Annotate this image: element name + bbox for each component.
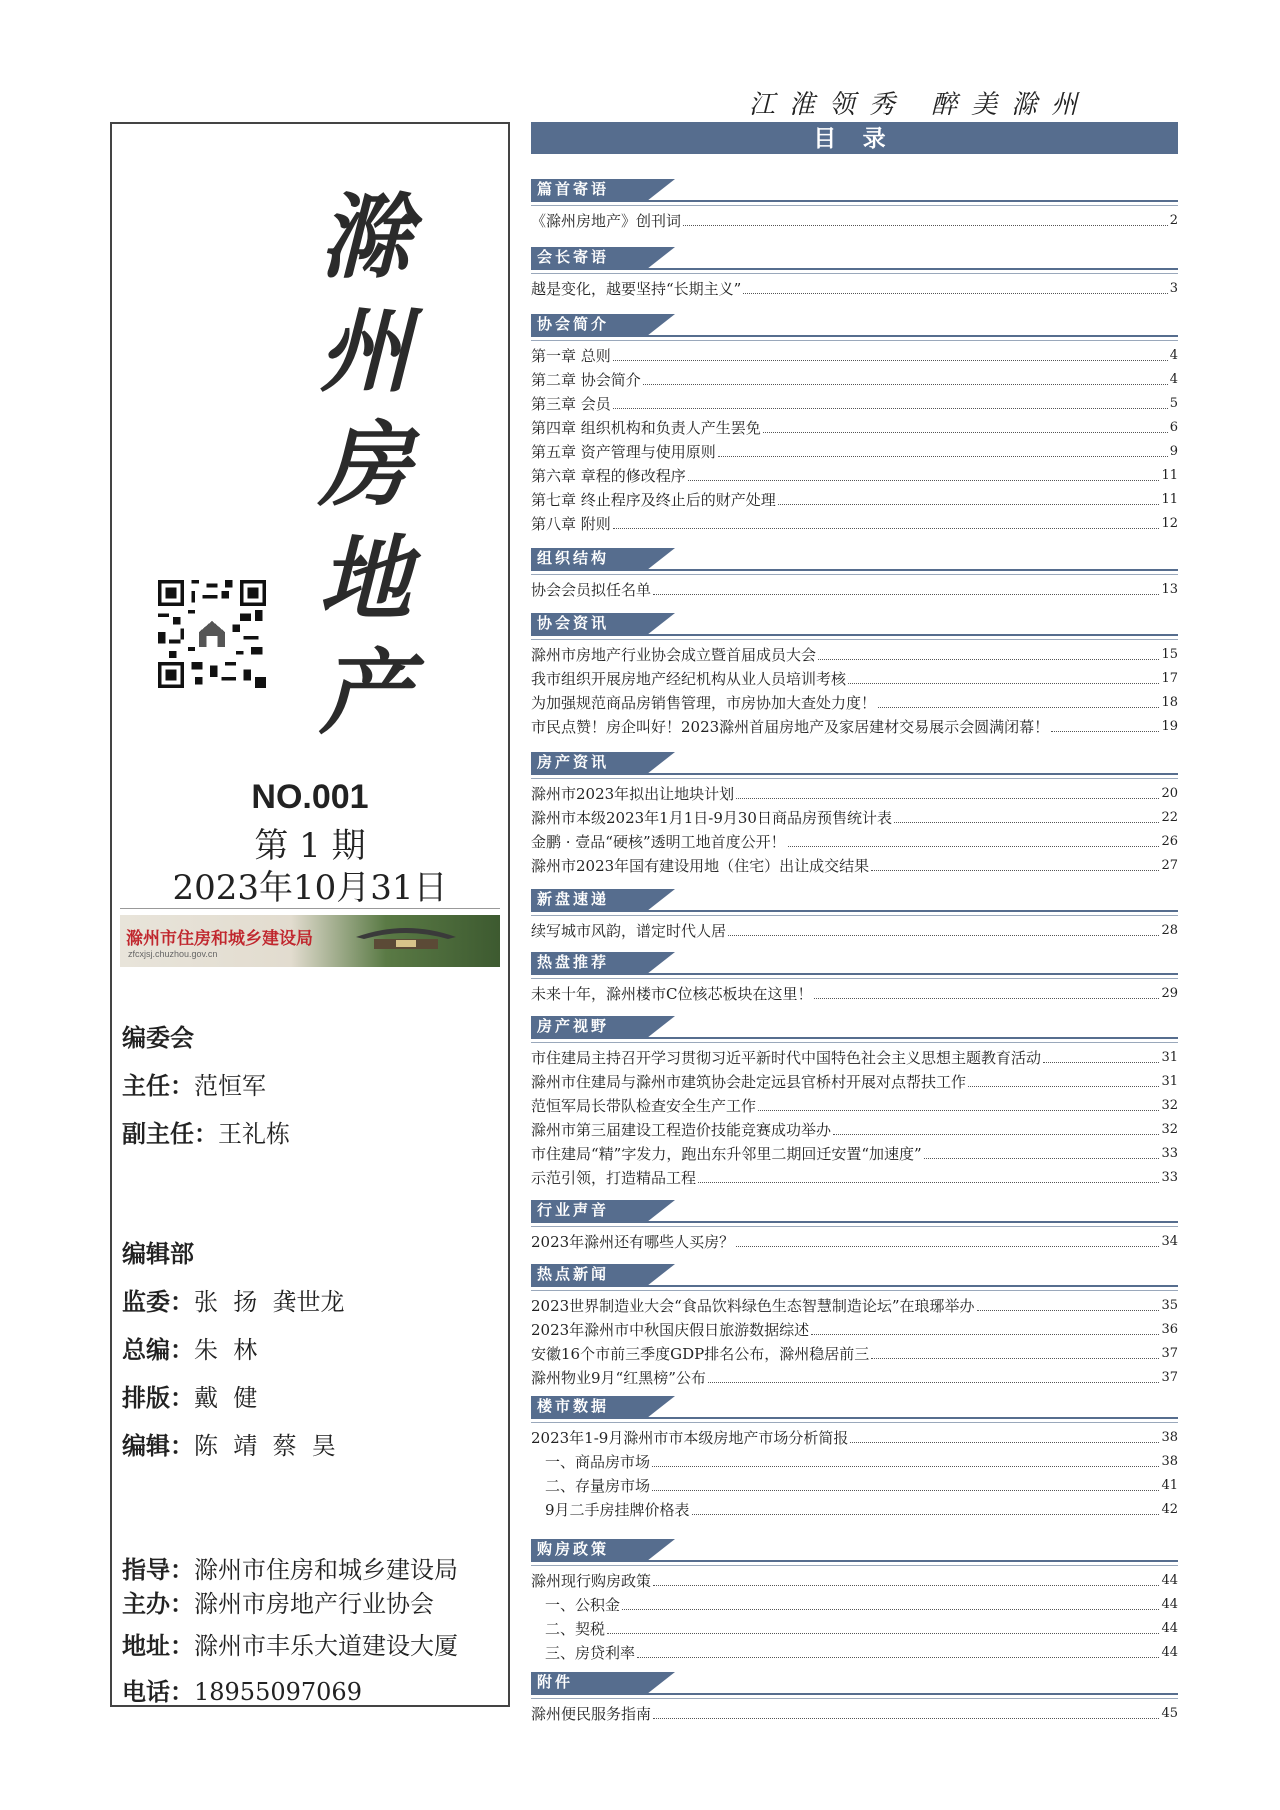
toc-entry[interactable]	[531, 1119, 1178, 1141]
toc-entry[interactable]	[531, 345, 1178, 367]
toc-entry-page: 4	[1169, 372, 1178, 387]
toc-entry-title: 示范引领，打造精品工程	[531, 1169, 697, 1187]
toc-section-header	[531, 613, 1178, 635]
toc-section-header	[531, 1264, 1178, 1286]
toc-section-label: 热盘推荐	[531, 952, 647, 974]
bureau-banner[interactable]	[120, 915, 500, 967]
editorial-department-heading: 编辑部	[122, 1241, 194, 1268]
section-rule-thin	[531, 1698, 1178, 1699]
toc-entry-title: 滁州便民服务指南	[531, 1705, 652, 1723]
publisher-row	[122, 1550, 458, 1585]
toc-entry-page: 44	[1161, 1621, 1178, 1636]
toc-entry-page: 44	[1161, 1645, 1178, 1660]
toc-entry[interactable]	[531, 1594, 1178, 1616]
toc-entry-title: 续写城市风韵，谱定时代人居	[531, 922, 727, 940]
section-rule	[531, 200, 1178, 202]
toc-entry-page: 38	[1161, 1454, 1178, 1469]
dot-leader	[653, 1585, 1159, 1586]
dot-leader	[743, 293, 1167, 294]
toc-entry[interactable]	[531, 983, 1178, 1005]
section-rule-thin	[531, 1042, 1178, 1043]
dot-leader	[924, 1158, 1160, 1159]
section-rule	[531, 1285, 1178, 1287]
section-rule-thin	[531, 1565, 1178, 1566]
toc-entry[interactable]	[531, 716, 1178, 738]
section-tab-corner	[647, 1672, 675, 1694]
dot-leader	[613, 360, 1168, 361]
divider	[120, 908, 500, 909]
dot-leader	[1051, 731, 1159, 732]
publisher-label: 地址：	[122, 1633, 194, 1660]
toc-entry-page: 11	[1161, 468, 1178, 483]
issue-date: 2023年10月31日	[172, 868, 448, 908]
section-tab-corner	[647, 613, 675, 635]
toc-entry-title: 滁州市第三届建设工程造价技能竞赛成功举办	[531, 1121, 832, 1139]
toc-entry-title: 安徽16个市前三季度GDP排名公布，滁州稳居前三	[531, 1345, 870, 1363]
dot-leader	[718, 456, 1168, 457]
toc-entry[interactable]	[531, 1427, 1178, 1449]
section-rule	[531, 634, 1178, 636]
section-rule-thin	[531, 1290, 1178, 1291]
toc-entry-page: 37	[1161, 1346, 1178, 1361]
staff-label: 总编：	[122, 1337, 194, 1364]
toc-entry-page: 22	[1161, 810, 1178, 825]
publisher-value: 18955097069	[194, 1678, 362, 1706]
toc-entry-page: 17	[1161, 671, 1178, 686]
publisher-label: 主办：	[122, 1591, 194, 1618]
dot-leader	[728, 935, 1159, 936]
section-tab-corner	[647, 952, 675, 974]
toc-entry-page: 36	[1161, 1322, 1178, 1337]
dot-leader	[736, 1246, 1159, 1247]
toc-entry-page: 26	[1161, 834, 1178, 849]
banner-url: zfcxjsj.chuzhou.gov.cn	[128, 949, 218, 959]
toc-section-header	[531, 548, 1178, 570]
toc-section-label: 行业声音	[531, 1200, 647, 1222]
staff-row	[122, 1330, 257, 1365]
staff-names: 张 扬 龚世龙	[194, 1288, 345, 1316]
dot-leader	[818, 659, 1159, 660]
pavilion-icon	[356, 923, 456, 953]
toc-entry-title: 市住建局“精”字发力，跑出东升邻里二期回迁安置“加速度”	[531, 1145, 922, 1163]
toc-entry-page: 13	[1161, 582, 1178, 597]
publisher-value: 滁州市房地产行业协会	[194, 1590, 434, 1618]
toc-entry-title: 2023年1-9月滁州市市本级房地产市场分析简报	[531, 1429, 849, 1447]
toc-entry[interactable]	[531, 1071, 1178, 1093]
dot-leader	[871, 1358, 1159, 1359]
section-rule	[531, 335, 1178, 337]
publisher-value: 滁州市住房和城乡建设局	[194, 1556, 458, 1584]
toc-entry-title: 为加强规范商品房销售管理，市房协加大查处力度！	[531, 694, 877, 712]
section-rule	[531, 973, 1178, 975]
title-char: 州	[318, 297, 411, 405]
toc-entry[interactable]	[531, 855, 1178, 877]
toc-section-label: 篇首寄语	[531, 179, 647, 201]
toc-entry-title: 滁州市2023年拟出让地块计划	[531, 785, 735, 803]
dot-leader	[637, 1657, 1159, 1658]
dot-leader	[736, 798, 1159, 799]
toc-entry-page: 29	[1161, 986, 1178, 1001]
toc-entry-page: 3	[1169, 281, 1178, 296]
toc-entry-title: 2023年滁州还有哪些人买房？	[531, 1233, 735, 1251]
toc-entry[interactable]	[531, 1570, 1178, 1592]
staff-names: 朱 林	[194, 1336, 258, 1364]
toc-entry-title: 滁州物业9月“红黑榜”公布	[531, 1369, 706, 1387]
toc-entry[interactable]	[531, 1618, 1178, 1640]
toc-entry-page: 5	[1169, 396, 1178, 411]
dot-leader	[622, 1609, 1159, 1610]
toc-entry-page: 37	[1161, 1370, 1178, 1385]
toc-entry-page: 42	[1161, 1502, 1178, 1517]
toc-entry-page: 34	[1161, 1234, 1178, 1249]
toc-entry-page: 27	[1161, 858, 1178, 873]
toc-entry-page: 32	[1161, 1122, 1178, 1137]
dot-leader	[688, 480, 1160, 481]
toc-entry-page: 44	[1161, 1573, 1178, 1588]
toc-entry[interactable]	[531, 1295, 1178, 1317]
toc-entry-title: 第五章 资产管理与使用原则	[531, 443, 716, 461]
toc-section-header	[531, 1539, 1178, 1561]
toc-entry-title: 范恒军局长带队检查安全生产工作	[531, 1097, 757, 1115]
toc-entry[interactable]	[531, 369, 1178, 391]
section-rule-thin	[531, 915, 1178, 916]
section-rule-thin	[531, 978, 1178, 979]
toc-entry-title: 市民点赞！房企叫好！2023滁州首届房地产及家居建材交易展示会圆满闭幕！	[531, 718, 1050, 736]
publisher-label: 电话：	[122, 1679, 194, 1706]
toc-entry-title: 第八章 附则	[531, 515, 611, 533]
toc-entry[interactable]	[531, 807, 1178, 829]
toc-section-header	[531, 179, 1178, 201]
toc-entry-page: 45	[1161, 1706, 1178, 1721]
toc-entry[interactable]	[531, 1642, 1178, 1664]
toc-section-label: 新盘速递	[531, 889, 647, 911]
toc-entry-page: 15	[1161, 647, 1178, 662]
toc-entry-title: 2023世界制造业大会“食品饮料绿色生态智慧制造论坛”在琅琊举办	[531, 1297, 975, 1315]
section-tab-corner	[647, 1539, 675, 1561]
section-rule-thin	[531, 1226, 1178, 1227]
dot-leader	[708, 1382, 1160, 1383]
toc-entry-page: 6	[1169, 420, 1178, 435]
toc-entry-page: 44	[1161, 1597, 1178, 1612]
publisher-label: 指导：	[122, 1557, 194, 1584]
dot-leader	[894, 822, 1159, 823]
toc-entry[interactable]	[531, 1499, 1178, 1521]
toc-entry-page: 38	[1161, 1430, 1178, 1445]
staff-label: 主任：	[122, 1073, 194, 1100]
section-rule-thin	[531, 778, 1178, 779]
dot-leader	[653, 1718, 1159, 1719]
editorial-committee-heading: 编委会	[122, 1025, 194, 1052]
toc-entry-page: 33	[1161, 1170, 1178, 1185]
toc-entry[interactable]	[531, 1451, 1178, 1473]
dot-leader	[613, 528, 1160, 529]
toc-entry-title: 二、存量房市场	[545, 1477, 651, 1495]
toc-section-header	[531, 1672, 1178, 1694]
toc-entry[interactable]	[531, 692, 1178, 714]
toc-entry-title: 第一章 总则	[531, 347, 611, 365]
toc-title: 目 录	[531, 122, 1178, 154]
dot-leader	[758, 1110, 1159, 1111]
section-tab-corner	[647, 1200, 675, 1222]
title-char: 地	[318, 525, 411, 633]
toc-section-label: 组织结构	[531, 548, 647, 570]
toc-entry-title: 滁州市本级2023年1月1日-9月30日商品房预售统计表	[531, 809, 892, 827]
dot-leader	[692, 1514, 1160, 1515]
section-rule-thin	[531, 340, 1178, 341]
toc-entry-title: 未来十年，滁州楼市C位核芯板块在这里！	[531, 985, 813, 1003]
toc-section-header	[531, 314, 1178, 336]
toc-entry-page: 12	[1161, 516, 1178, 531]
toc-entry-title: 市住建局主持召开学习贯彻习近平新时代中国特色社会主义思想主题教育活动	[531, 1049, 1042, 1067]
section-rule	[531, 569, 1178, 571]
toc-section-label: 协会简介	[531, 314, 647, 336]
section-tab-corner	[647, 752, 675, 774]
section-rule	[531, 268, 1178, 270]
dot-leader	[878, 707, 1159, 708]
staff-row	[122, 1114, 290, 1149]
staff-label: 监委：	[122, 1289, 194, 1316]
toc-section-label: 热点新闻	[531, 1264, 647, 1286]
banner-title: 滁州市住房和城乡建设局	[126, 929, 313, 948]
section-tab-corner	[647, 1264, 675, 1286]
toc-entry[interactable]	[531, 417, 1178, 439]
toc-entry[interactable]	[531, 668, 1178, 690]
staff-row	[122, 1426, 336, 1461]
toc-entry-title: 2023年滁州市中秋国庆假日旅游数据综述	[531, 1321, 810, 1339]
toc-entry[interactable]	[531, 1367, 1178, 1389]
toc-entry-title: 协会会员拟任名单	[531, 581, 652, 599]
toc-entry-title: 我市组织开展房地产经纪机构从业人员培训考核	[531, 670, 847, 688]
toc-entry-title: 第七章 终止程序及终止后的财产处理	[531, 491, 776, 509]
toc-entry-title: 9月二手房挂牌价格表	[545, 1501, 690, 1519]
toc-entry[interactable]	[531, 1095, 1178, 1117]
section-rule	[531, 1560, 1178, 1562]
toc-entry-title: 滁州市2023年国有建设用地（住宅）出让成交结果	[531, 857, 870, 875]
toc-section-header	[531, 1396, 1178, 1418]
toc-entry-title: 滁州市住建局与滁州市建筑协会赴定远县官桥村开展对点帮扶工作	[531, 1073, 967, 1091]
toc-entry[interactable]	[531, 920, 1178, 942]
toc-entry-title: 滁州市房地产行业协会成立暨首届成员大会	[531, 646, 817, 664]
toc-entry-title: 滁州现行购房政策	[531, 1572, 652, 1590]
toc-section-label: 会长寄语	[531, 247, 647, 269]
toc-entry-title: 第四章 组织机构和负责人产生罢免	[531, 419, 761, 437]
staff-row	[122, 1378, 257, 1413]
issue-period: 第 1 期	[254, 826, 366, 866]
staff-names: 王礼栋	[218, 1120, 290, 1148]
staff-label: 副主任：	[122, 1121, 218, 1148]
publisher-row	[122, 1626, 458, 1661]
toc-entry[interactable]	[531, 393, 1178, 415]
toc-entry-title: 金鹏 · 壹品“硬核”透明工地首度公开！	[531, 833, 786, 851]
dot-leader	[848, 683, 1159, 684]
dot-leader	[788, 846, 1160, 847]
dot-leader	[607, 1633, 1159, 1634]
section-rule	[531, 1037, 1178, 1039]
toc-entry-page: 11	[1161, 492, 1178, 507]
toc-entry[interactable]	[531, 1703, 1178, 1725]
toc-entry-title: 一、商品房市场	[545, 1453, 651, 1471]
dot-leader	[643, 384, 1168, 385]
dot-leader	[613, 408, 1168, 409]
staff-label: 编辑：	[122, 1433, 194, 1460]
section-tab-corner	[647, 1396, 675, 1418]
toc-entry[interactable]	[531, 579, 1178, 601]
toc-entry[interactable]	[531, 644, 1178, 666]
title-char: 房	[318, 411, 411, 519]
magazine-title	[300, 180, 430, 750]
staff-names: 范恒军	[194, 1072, 266, 1100]
toc-section-label: 楼市数据	[531, 1396, 647, 1418]
staff-label: 排版：	[122, 1385, 194, 1412]
title-char: 产	[318, 639, 411, 747]
toc-entry-page: 4	[1169, 348, 1178, 363]
toc-entry[interactable]	[531, 513, 1178, 535]
toc-entry-page: 41	[1161, 1478, 1178, 1493]
dot-leader	[698, 1182, 1159, 1183]
dot-leader	[778, 504, 1160, 505]
section-rule	[531, 1693, 1178, 1695]
dot-leader	[653, 594, 1159, 595]
section-rule-thin	[531, 639, 1178, 640]
toc-entry-title: 第六章 章程的修改程序	[531, 467, 686, 485]
toc-section-header	[531, 1200, 1178, 1222]
toc-entry[interactable]	[531, 1167, 1178, 1189]
toc-entry-page: 33	[1161, 1146, 1178, 1161]
section-rule	[531, 910, 1178, 912]
toc-entry[interactable]	[531, 1319, 1178, 1341]
section-rule	[531, 773, 1178, 775]
toc-entry[interactable]	[531, 1475, 1178, 1497]
dot-leader	[763, 432, 1168, 433]
toc-entry[interactable]	[531, 489, 1178, 511]
toc-entry-page: 31	[1161, 1050, 1178, 1065]
dot-leader	[1043, 1062, 1159, 1063]
dot-leader	[652, 1490, 1159, 1491]
toc-entry-title: 第二章 协会简介	[531, 371, 641, 389]
toc-entry[interactable]	[531, 278, 1178, 300]
toc-entry[interactable]	[531, 441, 1178, 463]
toc-section-label: 房产资讯	[531, 752, 647, 774]
section-tab-corner	[647, 247, 675, 269]
toc-entry[interactable]	[531, 831, 1178, 853]
section-tab-corner	[647, 179, 675, 201]
section-rule	[531, 1221, 1178, 1223]
dot-leader	[977, 1310, 1160, 1311]
dot-leader	[652, 1466, 1159, 1467]
toc-entry-page: 28	[1161, 923, 1178, 938]
section-tab-corner	[647, 548, 675, 570]
publisher-row	[122, 1672, 362, 1707]
section-rule-thin	[531, 205, 1178, 206]
toc-section-header	[531, 952, 1178, 974]
toc-entry-page: 19	[1161, 719, 1178, 734]
dot-leader	[833, 1134, 1159, 1135]
toc-section-header	[531, 1016, 1178, 1038]
toc-entry-title: 《滁州房地产》创刊词	[531, 212, 682, 230]
staff-row	[122, 1282, 345, 1317]
issue-number: NO.001	[251, 778, 369, 816]
toc-section-header	[531, 752, 1178, 774]
section-rule	[531, 1417, 1178, 1419]
toc-entry-title: 第三章 会员	[531, 395, 611, 413]
toc-entry[interactable]	[531, 1231, 1178, 1253]
toc-section-label: 协会资讯	[531, 613, 647, 635]
toc-entry[interactable]	[531, 465, 1178, 487]
section-rule-thin	[531, 574, 1178, 575]
dot-leader	[814, 998, 1159, 999]
toc-entry-page: 35	[1161, 1298, 1178, 1313]
toc-entry-title: 二、契税	[545, 1620, 606, 1638]
toc-entry[interactable]	[531, 1143, 1178, 1165]
toc-entry[interactable]	[531, 210, 1178, 232]
section-tab-corner	[647, 889, 675, 911]
publisher-row	[122, 1584, 434, 1619]
toc-section-header	[531, 889, 1178, 911]
toc-section-label: 房产视野	[531, 1016, 647, 1038]
staff-names: 陈 靖 蔡 昊	[194, 1432, 336, 1460]
section-tab-corner	[647, 1016, 675, 1038]
staff-row	[122, 1066, 266, 1101]
qr-code-icon	[158, 580, 266, 688]
toc-entry-title: 越是变化，越要坚持“长期主义”	[531, 280, 742, 298]
toc-entry-title: 三、房贷利率	[545, 1644, 636, 1662]
staff-names: 戴 健	[194, 1384, 258, 1412]
dot-leader	[811, 1334, 1159, 1335]
section-tab-corner	[647, 314, 675, 336]
section-rule-thin	[531, 273, 1178, 274]
toc-entry-page: 18	[1161, 695, 1178, 710]
toc-entry[interactable]	[531, 783, 1178, 805]
toc-entry-page: 32	[1161, 1098, 1178, 1113]
dot-leader	[683, 225, 1168, 226]
toc-entry[interactable]	[531, 1047, 1178, 1069]
toc-section-label: 购房政策	[531, 1539, 647, 1561]
publisher-value: 滁州市丰乐大道建设大厦	[194, 1632, 458, 1660]
slogan: 江淮领秀 醉美滁州	[748, 90, 1092, 120]
toc-entry[interactable]	[531, 1343, 1178, 1365]
dot-leader	[871, 870, 1159, 871]
toc-entry-title: 一、公积金	[545, 1596, 621, 1614]
toc-entry-page: 2	[1169, 213, 1178, 228]
dot-leader	[968, 1086, 1159, 1087]
toc-entry-page: 31	[1161, 1074, 1178, 1089]
toc-entry-page: 9	[1169, 444, 1178, 459]
title-char: 滁	[318, 183, 411, 291]
toc-entry-page: 20	[1161, 786, 1178, 801]
section-rule-thin	[531, 1422, 1178, 1423]
toc-section-label: 附件	[531, 1672, 647, 1694]
dot-leader	[850, 1442, 1159, 1443]
toc-section-header	[531, 247, 1178, 269]
